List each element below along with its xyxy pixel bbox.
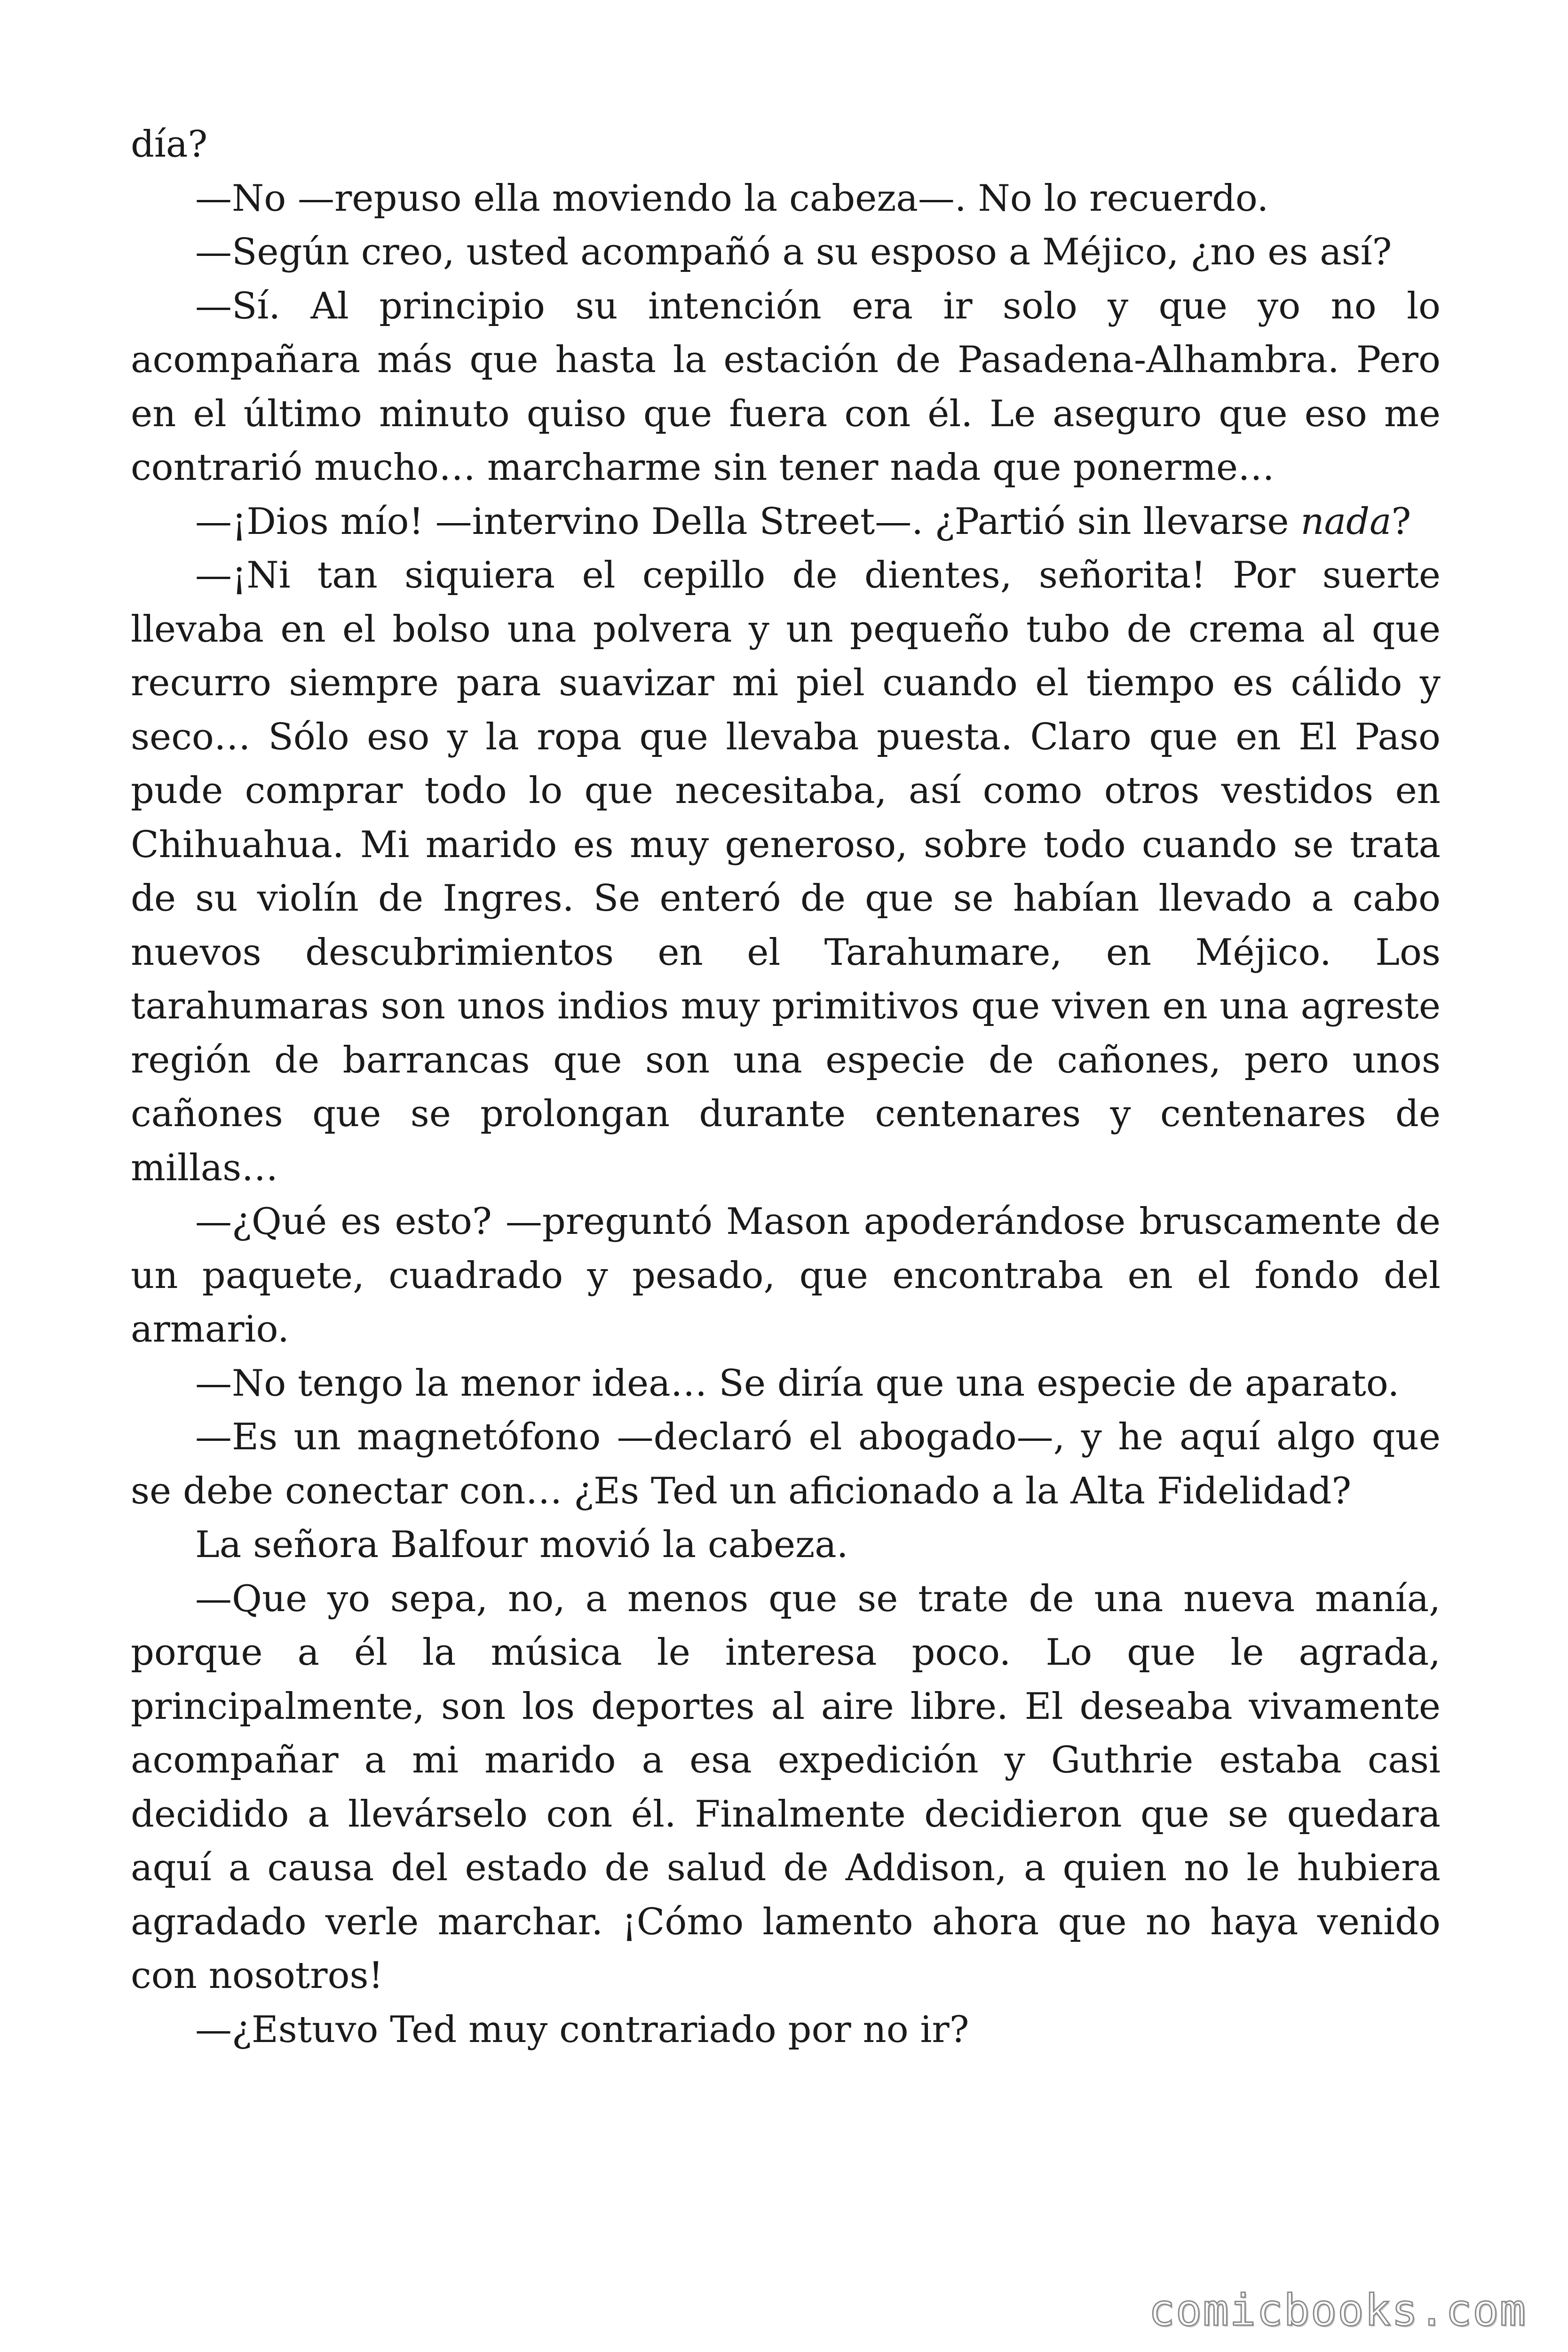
paragraph: —Es un magnetófono —declaró el abogado—, y he aquí algo que se debe conectar con… ¿Es Ted un aficionado a la Alta Fidelidad? — [131, 1416, 1441, 1512]
paragraph: —¡Ni tan siquiera el cepillo de dientes, señorita! Por suerte llevaba en el bolso una polvera y un pequeño tubo de crema al que recurro siempre para suavizar mi piel cuando el tiempo es cálido y seco… Sólo eso y la ropa que llevaba puesta. Claro que en El Paso pude comprar todo lo que necesitaba, así como otros vestidos en Chihuahua. Mi marido es muy generoso, sobre todo cuando se trata de su violín de Ingres. Se enteró de que se habían llevado a cabo nuevos descubrimientos en el Tarahumare, en Méjico. Los tarahumaras son unos indios muy primitivos que viven en una agreste región de barrancas que son una especie de cañones, pero unos cañones que se prolongan durante centenares y centenares de millas… — [131, 554, 1441, 1189]
paragraph: —Según creo, usted acompañó a su esposo a Méjico, ¿no es así? — [195, 231, 1392, 273]
paragraph: —Sí. Al principio su intención era ir solo y que yo no lo acompañara más que hasta la estación de Pasadena-Alhambra. Pero en el último minuto quiso que fuera con él. Le aseguro que eso me contrarió mucho… marcharme sin tener nada que ponerme… — [131, 285, 1441, 489]
watermark: comicbooks.com — [1148, 2285, 1527, 2336]
paragraph: —No tengo la menor idea… Se diría que una especie de aparato. — [195, 1362, 1400, 1405]
paragraph: La señora Balfour movió la cabeza. — [195, 1524, 848, 1566]
paragraph — [131, 495, 1441, 549]
body-text — [131, 118, 1441, 2057]
paragraph: —Que yo sepa, no, a menos que se trate de una nueva manía, porque a él la música le interesa poco. Lo que le agrada, principalmente, son los deportes al aire libre. El deseaba vivamente acompañar a mi marido a esa expedición y Guthrie estaba casi decidido a llevárselo con él. Finalmente decidieron que se quedara aquí a causa del estado de salud de Addison, a quien no le hubiera agradado verle marchar. ¡Cómo lamento ahora que no haya venido con nosotros! — [131, 1577, 1441, 1997]
paragraph: —No —repuso ella moviendo la cabeza—. No lo recuerdo. — [195, 177, 1269, 220]
paragraph: —¿Qué es esto? —preguntó Mason apoderándose bruscamente de un paquete, cuadrado y pesado, que encontraba en el fondo del armario. — [131, 1200, 1441, 1351]
emphasis-text: nada — [1300, 500, 1392, 543]
paragraph-text: —¡Dios mío! —intervino Della Street—. ¿Partió sin llevarse — [195, 500, 1301, 543]
paragraph-text: ? — [1391, 500, 1411, 543]
paragraph: día? — [131, 123, 208, 166]
paragraph: —¿Estuvo Ted muy contrariado por no ir? — [195, 2008, 969, 2051]
